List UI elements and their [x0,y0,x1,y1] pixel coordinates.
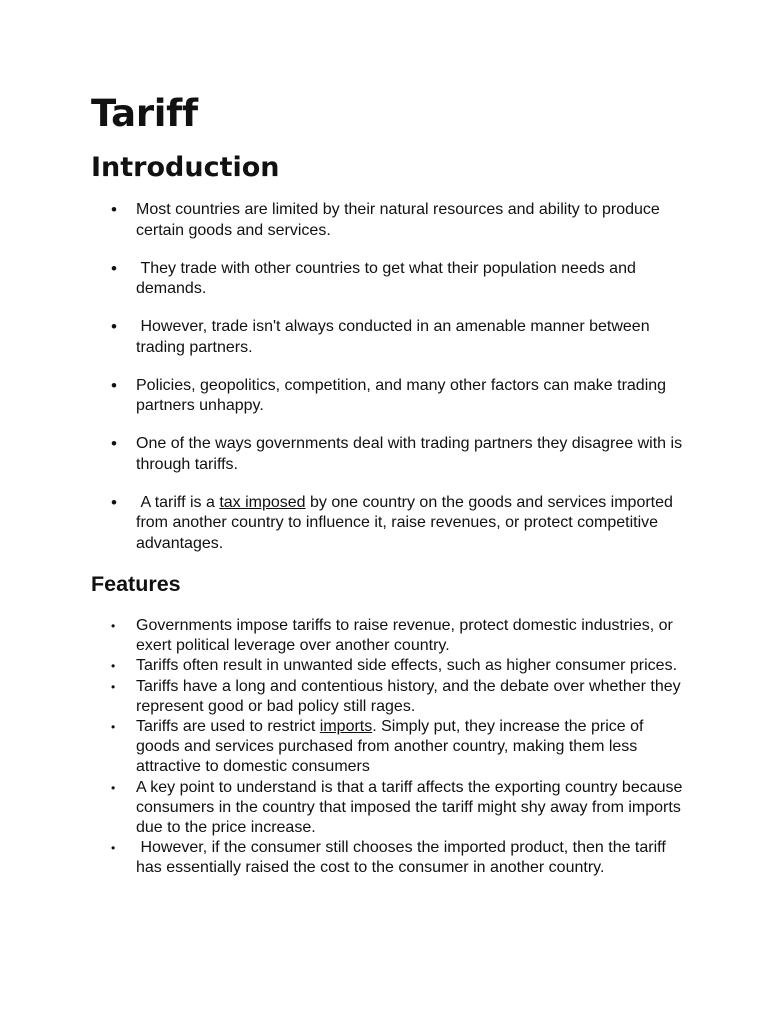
bullet-icon: • [111,720,116,735]
bullet-icon: • [111,434,117,453]
bullet-icon: • [111,375,117,395]
imports-link[interactable]: imports [319,718,373,736]
list-item-text: Tariffs have a long and contentious history, and the debate over whether they represent good or bad policy still rages. [136,677,681,715]
bullet-icon: • [111,659,116,674]
introduction-heading: Introduction [91,152,280,183]
introduction-list [91,200,691,572]
list-item-text: However, if the consumer still chooses the imported product, then the tariff has essentially raised the cost to the consumer in another country. [136,839,671,877]
list-item-text-after: by one country on the goods and services imported from another country to influence it, raise revenues, or protect competitive advantages. [136,493,673,552]
list-item-text-before: Tariffs are used to restrict [136,718,320,736]
list-item [91,677,691,717]
list-item-text: However, trade isn't always conducted in an amenable manner between trading partners. [136,318,655,356]
list-item [91,717,691,778]
list-item-text-after: . Simply put, they increase the price of goods and services purchased from another country, making them less attractive to domestic consumers [136,718,644,776]
bullet-icon: • [111,619,116,633]
list-item [91,778,691,839]
list-item-text: Most countries are limited by their natural resources and ability to produce certain goods and services. [136,201,660,239]
bullet-icon: • [111,841,116,856]
bullet-icon: • [111,200,117,219]
list-item-text: Tariffs often result in unwanted side effects, such as higher consumer prices. [136,657,678,675]
list-item [91,616,691,656]
bullet-icon: • [111,679,116,694]
bullet-icon: • [111,258,117,278]
list-item [91,493,691,555]
list-item [91,376,691,417]
list-item-text: Policies, geopolitics, competition, and many other factors can make trading partners unhappy. [136,376,667,414]
list-item-text: A key point to understand is that a tariff affects the exporting country because consumers in the country that imposed the tariff might shy away from imports due to the price increase. [136,778,683,837]
bullet-icon: • [111,780,116,795]
list-item-text: They trade with other countries to get what their population needs and demands. [136,259,641,297]
list-item [91,434,691,475]
list-item [91,838,691,878]
page-title: Tariff [91,92,198,135]
list-item [91,200,691,241]
features-list [91,616,691,879]
list-item [91,317,691,358]
list-item [91,259,691,300]
list-item-text: One of the ways governments deal with trading partners they disagree with is through tariffs. [136,435,683,473]
list-item-text: Governments impose tariffs to raise revenue, protect domestic industries, or exert political leverage over another country. [136,617,673,655]
features-heading: Features [91,572,181,596]
tax-imposed-link[interactable]: tax imposed [219,493,306,511]
list-item-text-before: A tariff is a [136,493,220,511]
bullet-icon: • [111,317,117,336]
bullet-icon: • [111,492,117,512]
list-item [91,656,691,676]
